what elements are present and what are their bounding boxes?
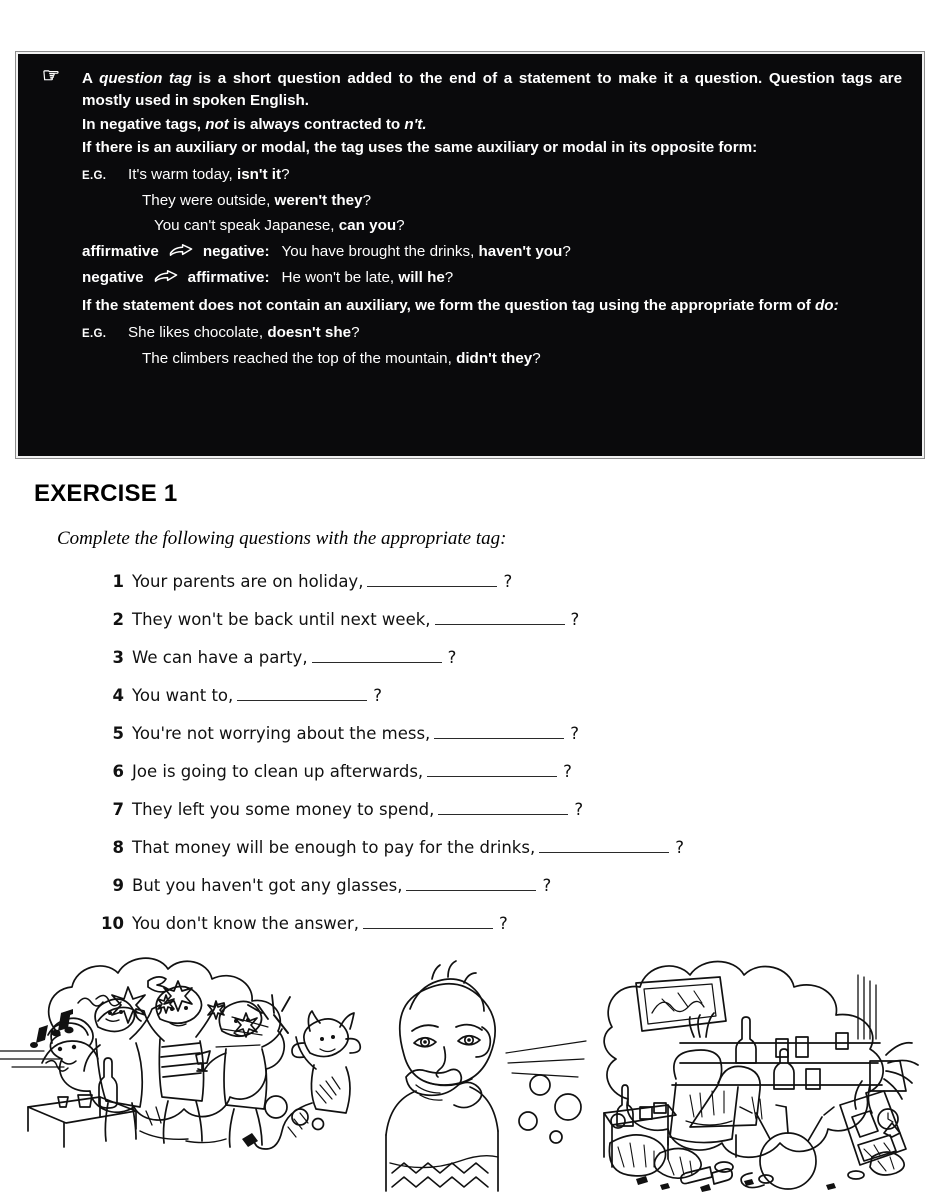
- rule-1-seg-1: question tag: [99, 70, 192, 87]
- polarity-example-tag: will he: [398, 268, 445, 286]
- exercise-item-number: 7: [112, 800, 124, 819]
- example-row: [82, 164, 902, 186]
- exercise-item-number: 4: [112, 686, 124, 705]
- example-end: ?: [351, 324, 360, 342]
- exercise-item-number: 9: [112, 876, 124, 895]
- exercise-item: [96, 876, 896, 914]
- exercise-item: [96, 572, 896, 610]
- rule-4-seg-0: If the statement does not contain an auxiliary, we form the question tag using the appropriate form of: [82, 297, 816, 315]
- exercise-title: EXERCISE 1: [34, 480, 178, 507]
- polarity-example-end: ?: [562, 243, 571, 261]
- example-stem: It's warm today,: [128, 166, 237, 184]
- exercise-item-number: 3: [112, 648, 124, 667]
- example-tag: doesn't she: [267, 324, 352, 342]
- pointing-hand-icon: ☞: [42, 65, 60, 87]
- polarity-example: [282, 267, 454, 289]
- question-mark: ?: [574, 800, 584, 819]
- grammar-rule-2: [34, 114, 902, 136]
- question-mark: ?: [498, 914, 508, 933]
- examples-group-1: [34, 164, 902, 237]
- exercise-item-text: [132, 572, 512, 591]
- exercise-item-sentence: Your parents are on holiday,: [132, 572, 364, 591]
- question-mark: ?: [373, 686, 383, 705]
- exercise-item-text: [132, 838, 684, 857]
- polarity-left-label: affirmative: [82, 243, 159, 261]
- exercise-item-text: [132, 648, 456, 667]
- question-mark: ?: [447, 648, 457, 667]
- polarity-example: [282, 241, 571, 263]
- polarity-example-tag: haven't you: [478, 243, 563, 261]
- example-end: ?: [281, 166, 290, 184]
- examples-group-2: [34, 322, 902, 370]
- exercise-item-number: 8: [112, 838, 124, 857]
- example-row: [82, 215, 902, 237]
- exercise-item: [96, 610, 896, 648]
- exercise-item: [96, 838, 896, 876]
- example-row: [82, 322, 902, 344]
- exercise-item-sentence: But you haven't got any glasses,: [132, 876, 403, 895]
- answer-blank[interactable]: [427, 763, 557, 777]
- answer-blank[interactable]: [367, 573, 497, 587]
- answer-blank[interactable]: [237, 687, 367, 701]
- polarity-row-negative-to-affirmative: [34, 267, 902, 289]
- question-mark: ?: [542, 876, 552, 895]
- question-mark: ?: [563, 762, 572, 781]
- polarity-row-affirmative-to-negative: [34, 241, 902, 263]
- exercise-item-text: [132, 762, 572, 781]
- exercise-item-text: [132, 610, 579, 629]
- exercise-item-number: 10: [101, 914, 124, 933]
- answer-blank[interactable]: [438, 801, 568, 815]
- answer-blank[interactable]: [434, 725, 564, 739]
- right-arrow-icon: [169, 243, 193, 260]
- exercise-item-sentence: They left you some money to spend,: [132, 800, 435, 819]
- example-stem: You can't speak Japanese,: [154, 217, 339, 235]
- exercise-item-sentence: Joe is going to clean up afterwards,: [132, 762, 424, 781]
- grammar-rule-4: [34, 295, 902, 317]
- exercise-item: [96, 800, 896, 838]
- grammar-rule-3: [34, 137, 902, 159]
- exercise-item-text: [132, 800, 583, 819]
- answer-blank[interactable]: [406, 877, 536, 891]
- exercise-item-text: [132, 914, 508, 933]
- polarity-example-stem: He won't be late,: [281, 268, 399, 286]
- exercise-item-sentence: We can have a party,: [132, 648, 308, 667]
- eg-label: E.G.: [82, 328, 107, 341]
- example-row: [82, 190, 902, 212]
- illustration-cartoon: [0, 935, 940, 1200]
- rule-2-seg-3: n't.: [404, 115, 427, 133]
- example-end: ?: [396, 217, 405, 235]
- polarity-example-stem: You have brought the drinks,: [281, 243, 479, 261]
- exercise-item-text: [132, 686, 382, 705]
- polarity-left-label: negative: [82, 268, 144, 286]
- exercise-item: [96, 762, 896, 800]
- rule-1-seg-0: A: [82, 70, 100, 87]
- exercise-item-number: 5: [112, 724, 124, 743]
- example-stem: She likes chocolate,: [128, 324, 268, 342]
- exercise-item: [96, 648, 896, 686]
- grammar-rule-box: [16, 52, 924, 458]
- example-tag: can you: [338, 217, 397, 235]
- rule-2-seg-0: In negative tags,: [82, 115, 206, 133]
- polarity-right-label: negative:: [202, 243, 270, 261]
- example-row: [82, 348, 902, 370]
- right-arrow-icon: [154, 269, 178, 286]
- exercise-instruction: Complete the following questions with the appropriate tag:: [57, 528, 507, 549]
- example-tag: isn't it: [236, 166, 282, 184]
- rule-4-seg-1: do:: [815, 297, 839, 315]
- rule-2-seg-1: not: [205, 115, 229, 133]
- example-stem: They were outside,: [142, 191, 275, 209]
- exercise-item: [96, 724, 896, 762]
- eg-label: E.G.: [82, 170, 107, 183]
- answer-blank[interactable]: [363, 915, 493, 929]
- example-text: [128, 348, 541, 370]
- example-tag: weren't they: [274, 191, 363, 209]
- exercise-item-number: 1: [112, 572, 124, 591]
- exercise-question-list: [96, 572, 896, 952]
- thinking-person-scene: [0, 961, 586, 1191]
- question-mark: ?: [675, 838, 684, 857]
- example-text: [128, 190, 371, 212]
- exercise-item-sentence: That money will be enough to pay for the drinks,: [132, 838, 536, 857]
- question-mark: ?: [570, 724, 580, 743]
- answer-blank[interactable]: [435, 611, 565, 625]
- exercise-item-number: 6: [112, 762, 124, 781]
- exercise-item-sentence: They won't be back until next week,: [132, 610, 431, 629]
- answer-blank[interactable]: [539, 839, 669, 853]
- example-text: [128, 215, 405, 237]
- exercise-item-sentence: You want to,: [132, 686, 234, 705]
- exercise-item-text: [132, 724, 579, 743]
- messy-room-scene: [604, 962, 918, 1193]
- example-end: ?: [362, 191, 372, 209]
- polarity-right-label: affirmative:: [187, 268, 270, 286]
- grammar-rule-1: [34, 65, 903, 113]
- rule-2-seg-2: is always contracted to: [228, 115, 405, 133]
- example-end: ?: [532, 349, 541, 367]
- question-mark: ?: [570, 610, 580, 629]
- rule-3-seg-0: If there is an auxiliary or modal, the tag uses the same auxiliary or modal in its opposite form:: [82, 139, 758, 157]
- example-text: [128, 322, 360, 344]
- example-stem: The climbers reached the top of the mountain,: [142, 349, 457, 367]
- exercise-item-sentence: You're not worrying about the mess,: [132, 724, 431, 743]
- question-mark: ?: [503, 572, 513, 591]
- party-scene: [28, 958, 284, 1147]
- exercise-item-sentence: You don't know the answer,: [132, 914, 359, 933]
- exercise-item-number: 2: [112, 610, 124, 629]
- answer-blank[interactable]: [312, 649, 442, 663]
- exercise-item: [96, 686, 896, 724]
- example-tag: didn't they: [456, 349, 533, 367]
- exercise-item-text: [132, 876, 551, 895]
- polarity-example-end: ?: [444, 268, 454, 286]
- example-text: [128, 164, 290, 186]
- rule-1-seg-2: is a short question added to the end of a statement to make it a question. Question tags are mostly used in spoken English.: [82, 70, 903, 110]
